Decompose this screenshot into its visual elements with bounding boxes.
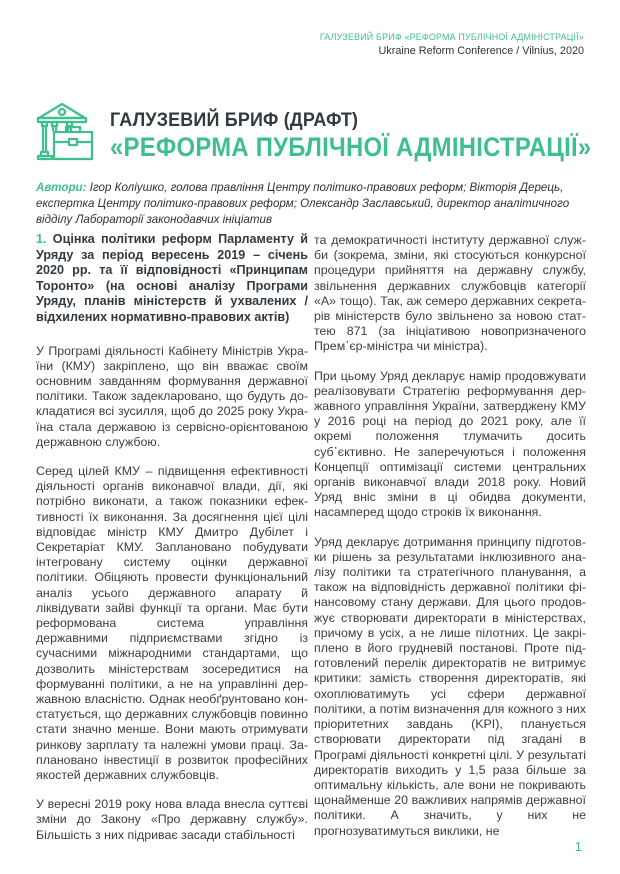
paragraph: У вересні 2019 року нова влада внесла суттєві зміни до Закону «Про державну службу». Більшість з них підриває засади стабільності <box>36 797 308 842</box>
government-building-briefcase-icon <box>36 100 94 162</box>
page-number: 1 <box>574 839 582 854</box>
document-subtitle: «РЕФОРМА ПУБЛІЧНОЇ АДМІНІСТРАЦІЇ» <box>110 132 592 162</box>
section-title-text: Оцінка політики реформ Парламенту й Уряду за період вересень 2019 – січень 2020 рр. та її відповідності «Принципам Торонто» (на основі аналізу Програми Уряду, планів міністерств й ухвалених / відхилених нормативно-правових актів) <box>36 232 308 324</box>
paragraph: Уряд декларує дотримання принципу підготовки рішень за результатами інклюзивного аналізу політики та стратегічного планування, а також на відповідність державної політики фінансовому стану держави. Для цього продовжує створювати директорати в міністерствах, причому в усіх, а не лише пілотних. Це закріплено в його грудневій постанові. Проте підготовлений перелік директоратів не витримує критики: замість створення директоратів, які охоплюватимуть усі сфери державної політики, а потім визначення для кожного з них пріоритетних завдань (KPI), планується створювати директорати під згадані в Програмі діяльності конкретні цілі. У результаті директоратів виходить у 1,5 раза більше за оптимальну кількість, але вони не покривають щонайменше 20 важливих напрямів державної політики. А значить, у них не прогнозуватимуться виклики, не <box>314 534 586 838</box>
paragraph: У Програмі діяльності Кабінету Міністрів України (КМУ) закріплено, що він вважає своїм основним завданням формування державної політики. Також задекларовано, що будуть докладатися всі зусилля, щоб до 2025 року Україна стала державою із сервісно-орієнтованою державною службою. <box>36 343 308 449</box>
paragraph: Серед цілей КМУ – підвищення ефективності діяльності органів виконавчої влади, дії, які потрібно виконати, а також показники ефективності їх виконання. За досягнення цієї цілі відповідає міністр КМУ Дмитро Дубілет і Секретаріат КМУ. Заплановано побудувати інтегровану систему оцінки державної політики. Обіцяють провести функціональний аналіз усього державного апарату й ліквідувати зайві функції та органи. Має бути реформована система управління державними підприємствами згідно із сучасними міжнародними стандартами, що дозволить міністерствам зосередитися на формуванні політики, а не на управлінні державною власністю. Однак необґрунтовано констатується, що державних службовців повинно стати значно менше. Вони мають отримувати ринкову зарплату та належні умови праці. Заплановано інвестиції в розвиток професійних якостей державних службовців. <box>36 463 308 783</box>
section-heading <box>36 232 308 326</box>
document-title: ГАЛУЗЕВИЙ БРИФ (ДРАФТ) <box>110 109 359 131</box>
authors-label: Автори: <box>36 181 87 194</box>
title-block <box>36 100 606 170</box>
authors-block <box>36 180 596 228</box>
paragraph: При цьому Уряд декларує намір продовжувати реалізовувати Стратегію реформування державного управління України, затверджену КМУ у 2016 році на період до 2021 року, але її окремі положення тлумачить досить суб᾽єктивно. Не заперечуються і положення Концепції оптимізації системи центральних органів виконавчої влади 2018 року. Новий Уряд вніс зміни в ці обидва документи, насамперед щодо строків їх виконання. <box>314 368 586 520</box>
conference-label: Ukraine Reform Conference / Vilnius, 2020 <box>378 45 584 57</box>
paragraph: та демократичності інституту державної служби (зокрема, зміни, які стосуються конкурсної процедури прийняття на державну службу, звільнення державних службовців категорії «А» тощо). Так, аж семеро державних секретарів міністерств було звільнено за новою статтею 871 (за ініціативою новопризначеного Прем᾽єр-міністра чи міністра). <box>314 233 586 354</box>
section-number: 1. <box>36 232 47 246</box>
running-header <box>300 32 584 57</box>
authors-text: Ігор Коліушко, голова правління Центру політико-правових реформ; Вікторія Дерець, експертка Центру політико-правових реформ; Олександр Заславський, директор аналітичного відділу Лабораторії законодавчих ініціатив <box>36 181 570 226</box>
series-title: ГАЛУЗЕВИЙ БРИФ «РЕФОРМА ПУБЛІЧНОЇ АДМІНІСТРАЦІЇ» <box>319 32 584 43</box>
right-column <box>314 233 586 853</box>
left-column <box>36 232 308 857</box>
